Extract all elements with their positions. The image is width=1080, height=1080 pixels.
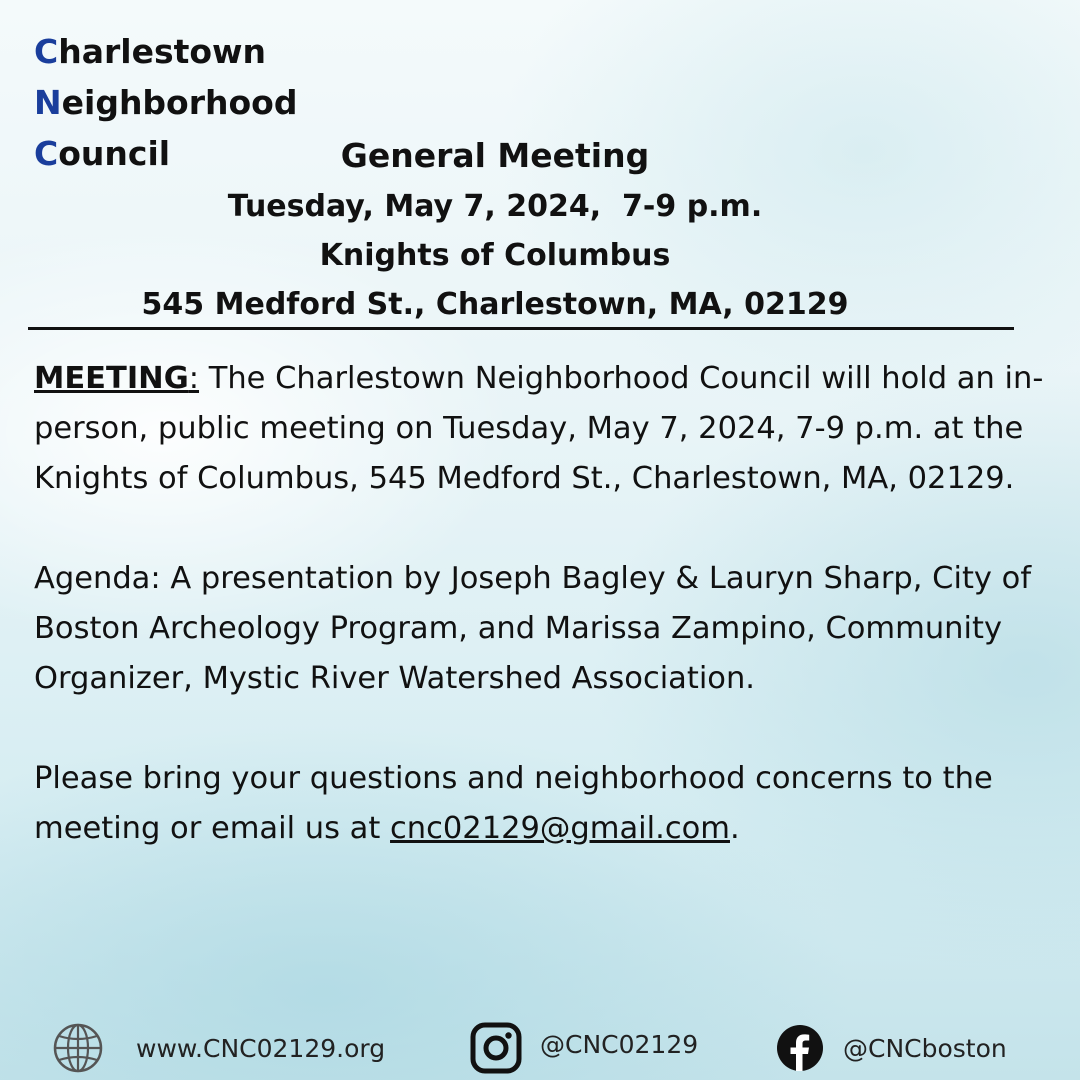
- email-link[interactable]: cnc02129@gmail.com: [390, 811, 730, 846]
- facebook-icon: [776, 1024, 824, 1072]
- meeting-description: The Charlestown Neighborhood Council will hold an in-person, public meeting on Tuesday, May 7, 2024, 7-9 p.m. at the Knights of Columbus, 545 Medford St., Charlestown, MA, 02129.: [34, 361, 1044, 496]
- instagram-icon: [470, 1022, 522, 1074]
- organization-initial: C: [34, 134, 59, 173]
- globe-icon: [52, 1022, 104, 1074]
- meeting-header: [0, 130, 990, 329]
- meeting-date-time: Tuesday, May 7, 2024, 7-9 p.m.: [227, 189, 763, 224]
- footer: [0, 1020, 1080, 1076]
- closing-text: Please bring your questions and neighborhood concerns to the meeting or email us at: [34, 761, 993, 846]
- organization-word: harlestown: [58, 32, 267, 71]
- announcement-body: [34, 354, 1044, 904]
- meeting-paragraph: [34, 354, 1044, 504]
- meeting-colon: :: [188, 361, 200, 396]
- organization-initial: C: [34, 32, 59, 71]
- footer-instagram[interactable]: [470, 1020, 698, 1076]
- website-text: www.CNC02129.org: [136, 1033, 386, 1063]
- instagram-handle: @CNC02129: [540, 1029, 699, 1059]
- agenda-paragraph: Agenda: A presentation by Joseph Bagley & Lauryn Sharp, City of Boston Archeology Program, and Marissa Zampino, Community Organizer, Mystic River Watershed Association.: [34, 561, 1032, 696]
- closing-paragraph: [34, 754, 1044, 854]
- header-divider: [28, 327, 1014, 330]
- footer-facebook[interactable]: [776, 1020, 1007, 1076]
- closing-period: .: [729, 811, 740, 846]
- facebook-handle: @CNCboston: [843, 1033, 1007, 1063]
- meeting-title: General Meeting: [340, 136, 650, 175]
- organization-initial: N: [34, 83, 62, 122]
- organization-line-2: [34, 77, 297, 128]
- meeting-venue: Knights of Columbus: [319, 238, 671, 273]
- meeting-label: MEETING: [34, 361, 189, 396]
- organization-word: eighborhood: [61, 83, 298, 122]
- organization-word: ouncil: [58, 134, 171, 173]
- meeting-address: 545 Medford St., Charlestown, MA, 02129: [141, 287, 849, 322]
- organization-line-1: [34, 26, 297, 77]
- footer-website[interactable]: [52, 1020, 385, 1076]
